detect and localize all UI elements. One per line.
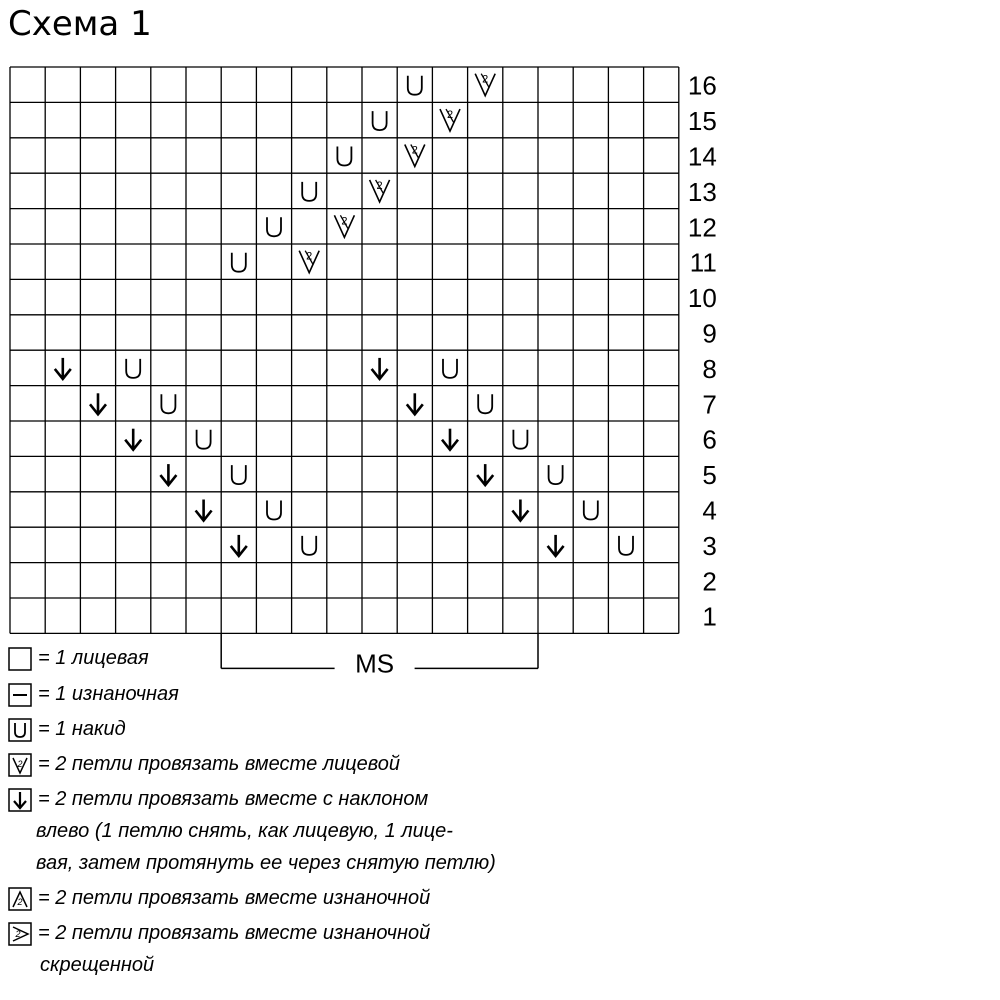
p2tog-symbol-icon <box>8 887 32 911</box>
legend-label: = 2 петли провязать вместе с наклоном <box>38 788 429 810</box>
legend-continuation: скрещенной <box>40 954 155 976</box>
legend-item-knit <box>8 646 149 671</box>
skp-symbol <box>477 464 493 485</box>
k2tog-symbol <box>475 74 495 96</box>
row-number: 15 <box>687 106 717 137</box>
row-number: 10 <box>687 283 717 314</box>
k2tog-symbol-icon <box>8 753 32 777</box>
yarn-over-symbol <box>478 394 492 413</box>
legend-continuation: влево (1 петлю снять, как лицевую, 1 лице- <box>36 820 453 842</box>
k2tog-symbol <box>370 180 390 202</box>
row-number: 9 <box>702 318 717 349</box>
yarn-over-mark <box>302 182 316 201</box>
yarn-over-symbol <box>197 430 211 449</box>
yarn-over-symbol <box>302 182 316 201</box>
legend-item-yo <box>8 717 126 742</box>
legend-item-skp <box>8 787 428 812</box>
yarn-over-mark <box>302 536 316 555</box>
yarn-over-symbol <box>302 536 316 555</box>
yarn-over-symbol <box>408 76 422 95</box>
yarn-over-mark <box>126 359 140 378</box>
grid-lines <box>10 67 679 633</box>
legend-item-purl <box>8 682 179 707</box>
k2tog-digit: 2 <box>376 179 383 192</box>
svg-text:2: 2 <box>17 896 23 907</box>
k2tog-symbol <box>334 215 354 237</box>
skp-symbol <box>125 429 141 450</box>
row-number: 12 <box>687 212 717 243</box>
k2tog-digit: 2 <box>306 250 313 263</box>
yarn-over-mark <box>232 253 246 272</box>
page-title: Схема 1 <box>8 4 152 44</box>
yarn-over-symbol <box>126 359 140 378</box>
row-number: 5 <box>702 460 717 491</box>
skp-symbol <box>372 358 388 379</box>
purl-symbol-icon <box>8 683 32 707</box>
knit-symbol-icon <box>8 647 32 671</box>
k2tog-digit: 2 <box>411 144 418 157</box>
row-number: 2 <box>702 566 717 597</box>
row-number: 4 <box>702 495 717 526</box>
legend-item-k2tog <box>8 752 400 777</box>
yarn-over-mark <box>197 430 211 449</box>
yarn-over-symbol <box>549 465 563 484</box>
k2tog-digit: 2 <box>341 215 348 228</box>
yarn-over-symbol <box>619 536 633 555</box>
skp-symbol <box>231 535 247 556</box>
skp-symbol <box>442 429 458 450</box>
yarn-over-mark <box>549 465 563 484</box>
legend-label: = 2 петли провязать вместе изнаночной <box>38 922 431 944</box>
yarn-over-symbol <box>161 394 175 413</box>
k2tog-digit: 2 <box>482 73 489 86</box>
yarn-over-symbol <box>232 253 246 272</box>
legend-label: = 2 петли провязать вместе изнаночной <box>38 887 431 909</box>
p2tog-tbl-symbol-icon <box>8 922 32 946</box>
yarn-over-symbol <box>267 501 281 520</box>
row-number: 11 <box>689 247 717 278</box>
yarn-over-symbol <box>267 217 281 236</box>
svg-text:2: 2 <box>15 928 21 939</box>
row-number: 1 <box>702 601 717 632</box>
skp-symbol <box>160 464 176 485</box>
k2tog-symbol <box>440 109 460 131</box>
yarn-over-mark <box>267 217 281 236</box>
yarn-over-mark <box>584 501 598 520</box>
yarn-over-mark <box>232 465 246 484</box>
yarn-over-mark <box>408 76 422 95</box>
yarn-over-symbol <box>373 111 387 130</box>
yarn-over-mark <box>337 147 351 166</box>
yarn-over-mark <box>161 394 175 413</box>
skp-symbol <box>548 535 564 556</box>
k2tog-symbol <box>405 145 425 167</box>
legend-item-p2tog-tbl <box>8 921 430 946</box>
legend-continuation: вая, затем протянуть ее через снятую петлю) <box>36 852 496 874</box>
k2tog-symbol <box>299 251 319 273</box>
yarn-over-symbol <box>337 147 351 166</box>
skp-symbol <box>512 500 528 521</box>
svg-text:2: 2 <box>17 758 23 769</box>
yarn-over-mark <box>478 394 492 413</box>
legend-item-p2tog <box>8 886 430 911</box>
legend-label: = 1 лицевая <box>38 647 149 669</box>
row-number: 3 <box>702 530 717 561</box>
row-number: 14 <box>687 141 717 172</box>
yarn-over-mark <box>513 430 527 449</box>
legend-label: = 1 изнаночная <box>38 683 179 705</box>
row-number: 8 <box>702 353 717 384</box>
yarn-over-mark <box>373 111 387 130</box>
skp-symbol <box>55 358 71 379</box>
ms-label: MS <box>355 648 395 679</box>
yarn-over-symbol <box>513 430 527 449</box>
yarn-over-symbol <box>232 465 246 484</box>
legend-label: = 1 накид <box>38 718 126 740</box>
yarn-over-symbol-icon <box>8 718 32 742</box>
row-number: 13 <box>687 176 717 207</box>
yarn-over-symbol <box>443 359 457 378</box>
yarn-over-symbol <box>584 501 598 520</box>
row-number: 6 <box>702 424 717 455</box>
row-number: 16 <box>687 70 717 101</box>
yarn-over-mark <box>267 501 281 520</box>
skp-symbol <box>196 500 212 521</box>
skp-symbol <box>407 393 423 414</box>
skp-symbol-icon <box>8 788 32 812</box>
row-number: 7 <box>702 389 717 420</box>
yarn-over-mark <box>443 359 457 378</box>
k2tog-digit: 2 <box>446 109 454 122</box>
yarn-over-mark <box>619 536 633 555</box>
legend-label: = 2 петли провязать вместе лицевой <box>38 753 401 775</box>
skp-symbol <box>90 393 106 414</box>
